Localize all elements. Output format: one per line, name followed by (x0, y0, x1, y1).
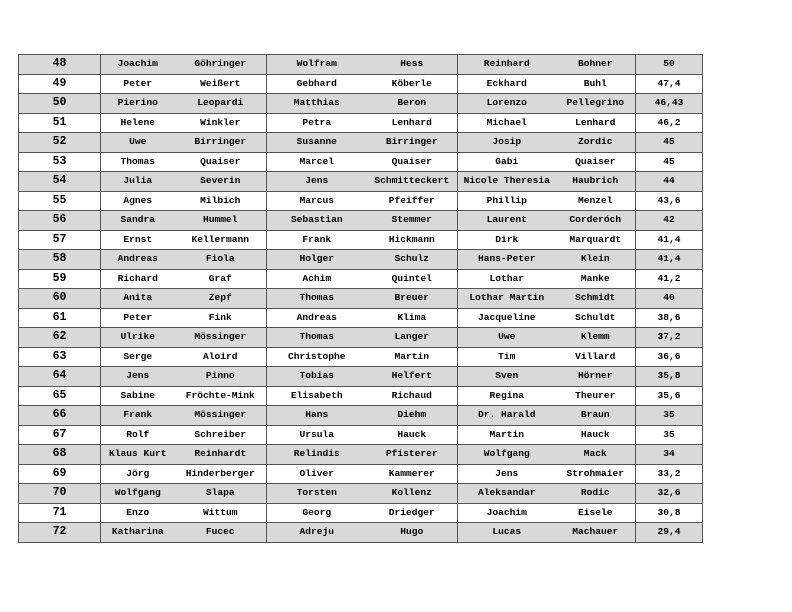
player3-last-name-cell: Pellegrino (556, 94, 636, 114)
rank-cell: 54 (19, 172, 101, 192)
table-row (19, 269, 703, 289)
player3-last-name-cell: Lenhard (556, 113, 636, 133)
rank-cell: 62 (19, 328, 101, 348)
player3-first-name-cell: Aleksandar (458, 484, 556, 504)
rank-cell: 55 (19, 191, 101, 211)
player1-last-name-cell: Winkler (175, 113, 267, 133)
player3-last-name-cell: Haubrich (556, 172, 636, 192)
rank-cell: 57 (19, 230, 101, 250)
rank-cell: 68 (19, 445, 101, 465)
table-row (19, 308, 703, 328)
player3-last-name-cell: Schuldt (556, 308, 636, 328)
player3-first-name-cell: Phillip (458, 191, 556, 211)
player3-first-name-cell: Josip (458, 133, 556, 153)
player3-first-name-cell: Jacqueline (458, 308, 556, 328)
player1-first-name-cell: Agnes (101, 191, 175, 211)
player3-last-name-cell: Eisele (556, 503, 636, 523)
player2-first-name-cell: Jens (267, 172, 367, 192)
player2-first-name-cell: Oliver (267, 464, 367, 484)
player2-last-name-cell: Quintel (367, 269, 458, 289)
rank-cell: 48 (19, 55, 101, 75)
rank-cell: 72 (19, 523, 101, 543)
player1-last-name-cell: Mössinger (175, 406, 267, 426)
score-cell: 35 (636, 425, 703, 445)
player1-first-name-cell: Jens (101, 367, 175, 387)
player2-last-name-cell: Köberle (367, 74, 458, 94)
player1-first-name-cell: Rolf (101, 425, 175, 445)
player3-last-name-cell: Manke (556, 269, 636, 289)
rank-cell: 65 (19, 386, 101, 406)
player2-last-name-cell: Kammerer (367, 464, 458, 484)
player1-last-name-cell: Hinderberger (175, 464, 267, 484)
player2-first-name-cell: Thomas (267, 328, 367, 348)
rank-cell: 64 (19, 367, 101, 387)
player1-first-name-cell: Wolfgang (101, 484, 175, 504)
score-cell: 46,43 (636, 94, 703, 114)
table-row (19, 484, 703, 504)
player2-first-name-cell: Ursula (267, 425, 367, 445)
player1-first-name-cell: Serge (101, 347, 175, 367)
score-cell: 41,4 (636, 230, 703, 250)
player2-first-name-cell: Wolfram (267, 55, 367, 75)
player1-last-name-cell: Severin (175, 172, 267, 192)
rank-cell: 60 (19, 289, 101, 309)
player2-first-name-cell: Adreju (267, 523, 367, 543)
player3-first-name-cell: Dr. Harald (458, 406, 556, 426)
player2-first-name-cell: Susanne (267, 133, 367, 153)
results-table-body (19, 55, 703, 543)
player2-last-name-cell: Beron (367, 94, 458, 114)
player2-first-name-cell: Christophe (267, 347, 367, 367)
player2-last-name-cell: Lenhard (367, 113, 458, 133)
player2-last-name-cell: Driedger (367, 503, 458, 523)
player2-first-name-cell: Matthias (267, 94, 367, 114)
rank-cell: 50 (19, 94, 101, 114)
table-row (19, 74, 703, 94)
player2-first-name-cell: Andreas (267, 308, 367, 328)
score-cell: 32,6 (636, 484, 703, 504)
player1-first-name-cell: Jörg (101, 464, 175, 484)
player1-last-name-cell: Birringer (175, 133, 267, 153)
player3-last-name-cell: Menzel (556, 191, 636, 211)
player3-last-name-cell: Hörner (556, 367, 636, 387)
player2-last-name-cell: Richaud (367, 386, 458, 406)
player2-last-name-cell: Hickmann (367, 230, 458, 250)
player2-first-name-cell: Marcus (267, 191, 367, 211)
player3-first-name-cell: Lucas (458, 523, 556, 543)
player3-last-name-cell: Machauer (556, 523, 636, 543)
rank-cell: 70 (19, 484, 101, 504)
player1-first-name-cell: Frank (101, 406, 175, 426)
player3-first-name-cell: Dirk (458, 230, 556, 250)
player1-first-name-cell: Anita (101, 289, 175, 309)
player2-first-name-cell: Holger (267, 250, 367, 270)
player1-last-name-cell: Fink (175, 308, 267, 328)
table-row (19, 328, 703, 348)
player2-first-name-cell: Relindis (267, 445, 367, 465)
player2-last-name-cell: Schulz (367, 250, 458, 270)
player1-last-name-cell: Reinhardt (175, 445, 267, 465)
score-cell: 50 (636, 55, 703, 75)
rank-cell: 61 (19, 308, 101, 328)
player1-first-name-cell: Klaus Kurt (101, 445, 175, 465)
player2-last-name-cell: Martin (367, 347, 458, 367)
player3-first-name-cell: Jens (458, 464, 556, 484)
rank-cell: 59 (19, 269, 101, 289)
player1-first-name-cell: Peter (101, 74, 175, 94)
table-row (19, 347, 703, 367)
rank-cell: 49 (19, 74, 101, 94)
player2-last-name-cell: Klima (367, 308, 458, 328)
player1-first-name-cell: Pierino (101, 94, 175, 114)
player1-last-name-cell: Fiola (175, 250, 267, 270)
player1-last-name-cell: Quaiser (175, 152, 267, 172)
player1-first-name-cell: Richard (101, 269, 175, 289)
player2-last-name-cell: Helfert (367, 367, 458, 387)
rank-cell: 52 (19, 133, 101, 153)
rank-cell: 71 (19, 503, 101, 523)
player2-last-name-cell: Breuer (367, 289, 458, 309)
player3-first-name-cell: Uwe (458, 328, 556, 348)
player3-first-name-cell: Wolfgang (458, 445, 556, 465)
player1-last-name-cell: Weißert (175, 74, 267, 94)
player1-last-name-cell: Leopardi (175, 94, 267, 114)
player1-last-name-cell: Graf (175, 269, 267, 289)
player1-last-name-cell: Mössinger (175, 328, 267, 348)
player3-first-name-cell: Eckhard (458, 74, 556, 94)
player3-last-name-cell: Marquardt (556, 230, 636, 250)
score-cell: 43,6 (636, 191, 703, 211)
player1-last-name-cell: Fucec (175, 523, 267, 543)
player1-first-name-cell: Ulrike (101, 328, 175, 348)
player1-first-name-cell: Enzo (101, 503, 175, 523)
player3-last-name-cell: Mack (556, 445, 636, 465)
player3-first-name-cell: Laurent (458, 211, 556, 231)
player3-last-name-cell: Hauck (556, 425, 636, 445)
score-cell: 30,8 (636, 503, 703, 523)
player1-first-name-cell: Andreas (101, 250, 175, 270)
player3-first-name-cell: Tim (458, 347, 556, 367)
table-row (19, 386, 703, 406)
player3-last-name-cell: Corderóch (556, 211, 636, 231)
player1-last-name-cell: Schreiber (175, 425, 267, 445)
player1-last-name-cell: Göhringer (175, 55, 267, 75)
table-row (19, 406, 703, 426)
player2-first-name-cell: Sebastian (267, 211, 367, 231)
table-row (19, 464, 703, 484)
player2-last-name-cell: Langer (367, 328, 458, 348)
player2-first-name-cell: Marcel (267, 152, 367, 172)
player2-first-name-cell: Achim (267, 269, 367, 289)
player3-last-name-cell: Theurer (556, 386, 636, 406)
score-cell: 35,6 (636, 386, 703, 406)
player2-last-name-cell: Stemmer (367, 211, 458, 231)
player2-last-name-cell: Pfisterer (367, 445, 458, 465)
player1-first-name-cell: Sabine (101, 386, 175, 406)
player2-last-name-cell: Birringer (367, 133, 458, 153)
score-cell: 44 (636, 172, 703, 192)
player1-last-name-cell: Pinno (175, 367, 267, 387)
score-cell: 37,2 (636, 328, 703, 348)
player3-first-name-cell: Joachim (458, 503, 556, 523)
results-table (18, 54, 703, 543)
player2-first-name-cell: Georg (267, 503, 367, 523)
player3-first-name-cell: Lothar Martin (458, 289, 556, 309)
table-row (19, 55, 703, 75)
table-row (19, 367, 703, 387)
player1-last-name-cell: Slapa (175, 484, 267, 504)
player1-first-name-cell: Ernst (101, 230, 175, 250)
player3-first-name-cell: Martin (458, 425, 556, 445)
player2-first-name-cell: Elisabeth (267, 386, 367, 406)
player1-last-name-cell: Kellermann (175, 230, 267, 250)
player3-first-name-cell: Sven (458, 367, 556, 387)
player1-first-name-cell: Uwe (101, 133, 175, 153)
player1-first-name-cell: Joachim (101, 55, 175, 75)
score-cell: 47,4 (636, 74, 703, 94)
player3-last-name-cell: Zordic (556, 133, 636, 153)
score-cell: 46,2 (636, 113, 703, 133)
player3-last-name-cell: Braun (556, 406, 636, 426)
rank-cell: 51 (19, 113, 101, 133)
rank-cell: 58 (19, 250, 101, 270)
player2-first-name-cell: Frank (267, 230, 367, 250)
player1-first-name-cell: Peter (101, 308, 175, 328)
player3-last-name-cell: Buhl (556, 74, 636, 94)
player2-first-name-cell: Hans (267, 406, 367, 426)
score-cell: 38,6 (636, 308, 703, 328)
player3-last-name-cell: Klein (556, 250, 636, 270)
table-row (19, 191, 703, 211)
player3-first-name-cell: Michael (458, 113, 556, 133)
player1-last-name-cell: Wittum (175, 503, 267, 523)
score-cell: 35 (636, 406, 703, 426)
table-row (19, 230, 703, 250)
player3-last-name-cell: Rodic (556, 484, 636, 504)
score-cell: 40 (636, 289, 703, 309)
player2-last-name-cell: Pfeiffer (367, 191, 458, 211)
player3-first-name-cell: Nicole Theresia (458, 172, 556, 192)
player3-first-name-cell: Lothar (458, 269, 556, 289)
player2-last-name-cell: Quaiser (367, 152, 458, 172)
rank-cell: 69 (19, 464, 101, 484)
rank-cell: 67 (19, 425, 101, 445)
player3-first-name-cell: Reinhard (458, 55, 556, 75)
table-row (19, 289, 703, 309)
rank-cell: 56 (19, 211, 101, 231)
score-cell: 33,2 (636, 464, 703, 484)
score-cell: 42 (636, 211, 703, 231)
player2-last-name-cell: Diehm (367, 406, 458, 426)
player2-first-name-cell: Thomas (267, 289, 367, 309)
rank-cell: 53 (19, 152, 101, 172)
player1-first-name-cell: Katharina (101, 523, 175, 543)
player1-first-name-cell: Thomas (101, 152, 175, 172)
score-cell: 34 (636, 445, 703, 465)
player1-last-name-cell: Zepf (175, 289, 267, 309)
player2-first-name-cell: Petra (267, 113, 367, 133)
player2-first-name-cell: Gebhard (267, 74, 367, 94)
player3-first-name-cell: Gabi (458, 152, 556, 172)
table-row (19, 523, 703, 543)
player3-first-name-cell: Lorenzo (458, 94, 556, 114)
player2-last-name-cell: Kollenz (367, 484, 458, 504)
score-cell: 35,8 (636, 367, 703, 387)
table-row (19, 250, 703, 270)
score-cell: 41,4 (636, 250, 703, 270)
player1-first-name-cell: Julia (101, 172, 175, 192)
player1-first-name-cell: Helene (101, 113, 175, 133)
table-row (19, 172, 703, 192)
score-cell: 29,4 (636, 523, 703, 543)
player2-first-name-cell: Tobias (267, 367, 367, 387)
player1-last-name-cell: Milbich (175, 191, 267, 211)
player2-last-name-cell: Hauck (367, 425, 458, 445)
table-row (19, 133, 703, 153)
player1-last-name-cell: Hummel (175, 211, 267, 231)
player3-last-name-cell: Villard (556, 347, 636, 367)
player1-first-name-cell: Sandra (101, 211, 175, 231)
player1-last-name-cell: Aloird (175, 347, 267, 367)
player2-last-name-cell: Hess (367, 55, 458, 75)
rank-cell: 66 (19, 406, 101, 426)
player2-last-name-cell: Schmitteckert (367, 172, 458, 192)
score-cell: 41,2 (636, 269, 703, 289)
player3-first-name-cell: Regina (458, 386, 556, 406)
player3-last-name-cell: Schmidt (556, 289, 636, 309)
table-row (19, 211, 703, 231)
player1-last-name-cell: Fröchte-Mink (175, 386, 267, 406)
player3-first-name-cell: Hans-Peter (458, 250, 556, 270)
score-cell: 36,6 (636, 347, 703, 367)
table-row (19, 152, 703, 172)
player2-last-name-cell: Hugo (367, 523, 458, 543)
rank-cell: 63 (19, 347, 101, 367)
score-cell: 45 (636, 152, 703, 172)
player2-first-name-cell: Torsten (267, 484, 367, 504)
score-cell: 45 (636, 133, 703, 153)
player3-last-name-cell: Quaiser (556, 152, 636, 172)
player3-last-name-cell: Klemm (556, 328, 636, 348)
table-row (19, 94, 703, 114)
table-row (19, 425, 703, 445)
player3-last-name-cell: Strohmaier (556, 464, 636, 484)
player3-last-name-cell: Bohner (556, 55, 636, 75)
table-row (19, 445, 703, 465)
table-row (19, 113, 703, 133)
table-row (19, 503, 703, 523)
